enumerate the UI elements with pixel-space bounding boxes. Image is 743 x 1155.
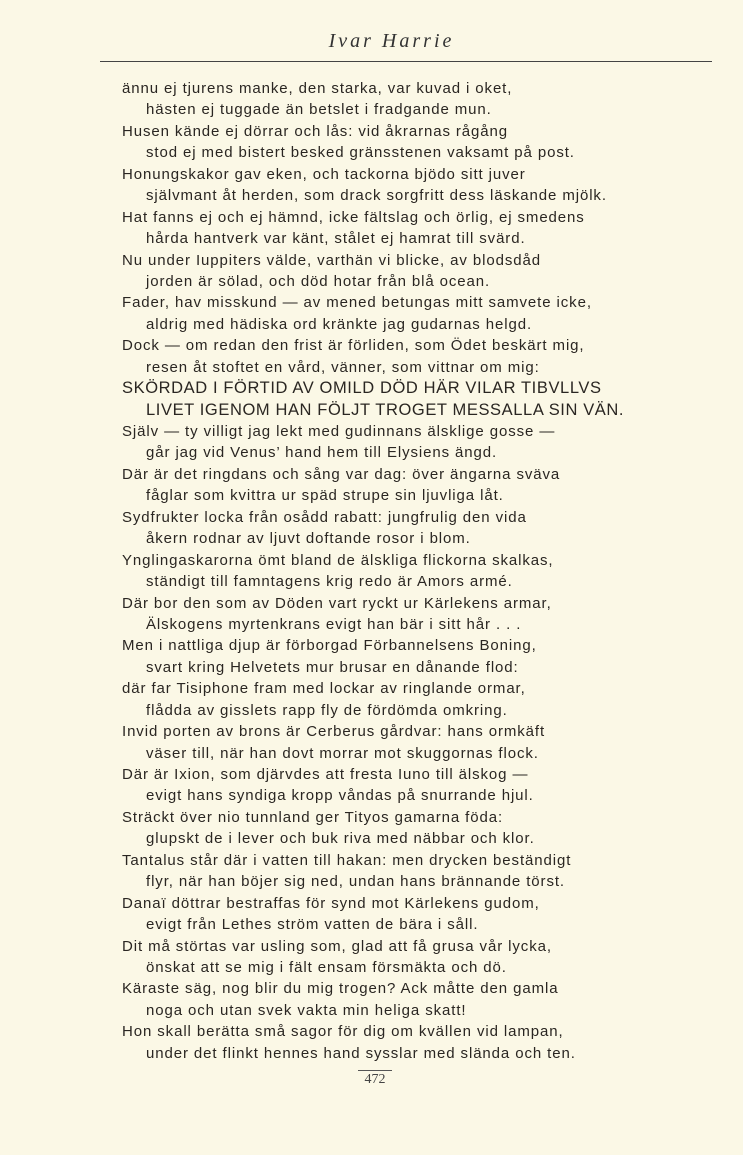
poem-line: Invid porten av brons är Cerberus gårdvar: hans ormkäft [122,723,546,741]
poem-line: Dit må störtas var usling som, glad att få grusa vår lycka, [122,937,552,955]
poem-line: Käraste säg, nog blir du mig trogen? Ack måtte den gamla [122,980,559,998]
header-rule [100,61,712,62]
poem-line: hästen ej tuggade än betslet i fradgande mun. [146,101,492,119]
poem-line: Husen kände ej dörrar och lås: vid åkrarnas rågång [122,122,509,140]
poem-line: Honungskakor gav eken, och tackorna bjödo sitt juver [122,165,526,183]
poem-line: självmant åt herden, som drack sorgfritt dess läskande mjölk. [146,187,607,205]
poem-line: LIVET IGENOM HAN FÖLJT TROGET MESSALLA SIN VÄN. [146,400,625,419]
poem-line: stod ej med bistert besked gränsstenen vaksamt på post. [146,144,575,162]
poem-line: hårda hantverk var känt, stålet ej hamrat till svärd. [146,230,526,248]
poem-line: Själv — ty villigt jag lekt med gudinnans älsklige gosse — [122,423,556,440]
poem-line: ännu ej tjurens manke, den starka, var kuvad i oket, [122,80,513,97]
poem-line: Sydfrukter locka från osådd rabatt: jungfrulig den vida [122,508,527,526]
poem-line: Dock — om redan den frist är förliden, som Ödet beskärt mig, [122,337,585,355]
poem-line: fåglar som kvittra ur späd strupe sin ljuvliga låt. [146,487,504,505]
poem-line: flyr, när han böjer sig ned, undan hans brännande törst. [146,873,565,891]
poem-line: Där är Ixion, som djärvdes att fresta Iuno till älskog — [122,766,529,783]
poem-line: Hon skall berätta små sagor för dig om kvällen vid lampan, [122,1023,564,1041]
poem-line: evigt hans syndiga kropp våndas på snurrande hjul. [146,787,534,805]
poem-line: Älskogens myrtenkrans evigt han bär i sitt hår . . . [146,615,522,633]
poem-line: Men i nattliga djup är förborgad Förbannelsens Boning, [122,637,537,655]
poem-line: önskat att se mig i fält ensam försmäkta och dö. [146,958,507,976]
running-header-author: Ivar Harrie [328,30,455,52]
poem-line: går jag vid Venus’ hand hem till Elysiens ängd. [146,444,498,462]
poem-line: Fader, hav misskund — av mened betungas mitt samvete icke, [122,294,592,312]
poem-line: noga och utan svek vakta min heliga skatt! [146,1001,467,1019]
poem-line: Nu under Iuppiters välde, varthän vi blicke, av blodsdåd [122,251,541,269]
poem-line: Sträckt över nio tunnland ger Tityos gamarna föda: [122,808,504,826]
poem-line: väser till, när han dovt morrar mot skuggornas flock. [146,744,539,762]
poem-line: Där bor den som av Döden vart ryckt ur Kärlekens armar, [122,594,552,612]
poem-line: Hat fanns ej och ej hämnd, icke fältslag och örlig, ej smedens [122,208,585,226]
poem-line: Där är det ringdans och sång var dag: över ängarna sväva [122,465,561,483]
poem-line: Danaï döttrar bestraffas för synd mot Kärlekens gudom, [122,894,540,912]
poem-line: SKÖRDAD I FÖRTID AV OMILD DÖD HÄR VILAR TIBVLLVS [122,379,602,398]
poem-line: åkern rodnar av ljuvt doftande rosor i blom. [146,530,471,548]
poem-line: Tantalus står där i vatten till hakan: men drycken beständigt [122,851,572,869]
poem-line: Ynglingaskarorna ömt bland de älskliga flickorna skalkas, [122,551,554,569]
poem-body [122,78,682,1064]
page-number-rule [358,1070,392,1071]
poem-line: glupskt de i lever och buk riva med näbbar och klor. [146,830,535,848]
poem-line: under det flinkt hennes hand sysslar med slända och ten. [146,1044,576,1062]
poem-line: ständigt till famntagens krig redo är Amors armé. [146,573,513,591]
poem-line: resen åt stoftet en vård, vänner, som vittnar om mig: [146,358,540,376]
poem-line: jorden är sölad, och död hotar från blå ocean. [146,272,491,290]
poem-line: evigt från Lethes ström vatten de bära i såll. [146,916,479,934]
page-number: 472 [364,1072,386,1087]
poem-line: aldrig med hädiska ord kränkte jag gudarnas helgd. [146,315,533,333]
poem-line: flådda av gisslets rapp fly de fördömda omkring. [146,701,508,719]
poem-line: svart kring Helvetets mur brusar en dånande flod: [146,658,519,676]
poem-line: där far Tisiphone fram med lockar av ringlande ormar, [122,680,526,698]
